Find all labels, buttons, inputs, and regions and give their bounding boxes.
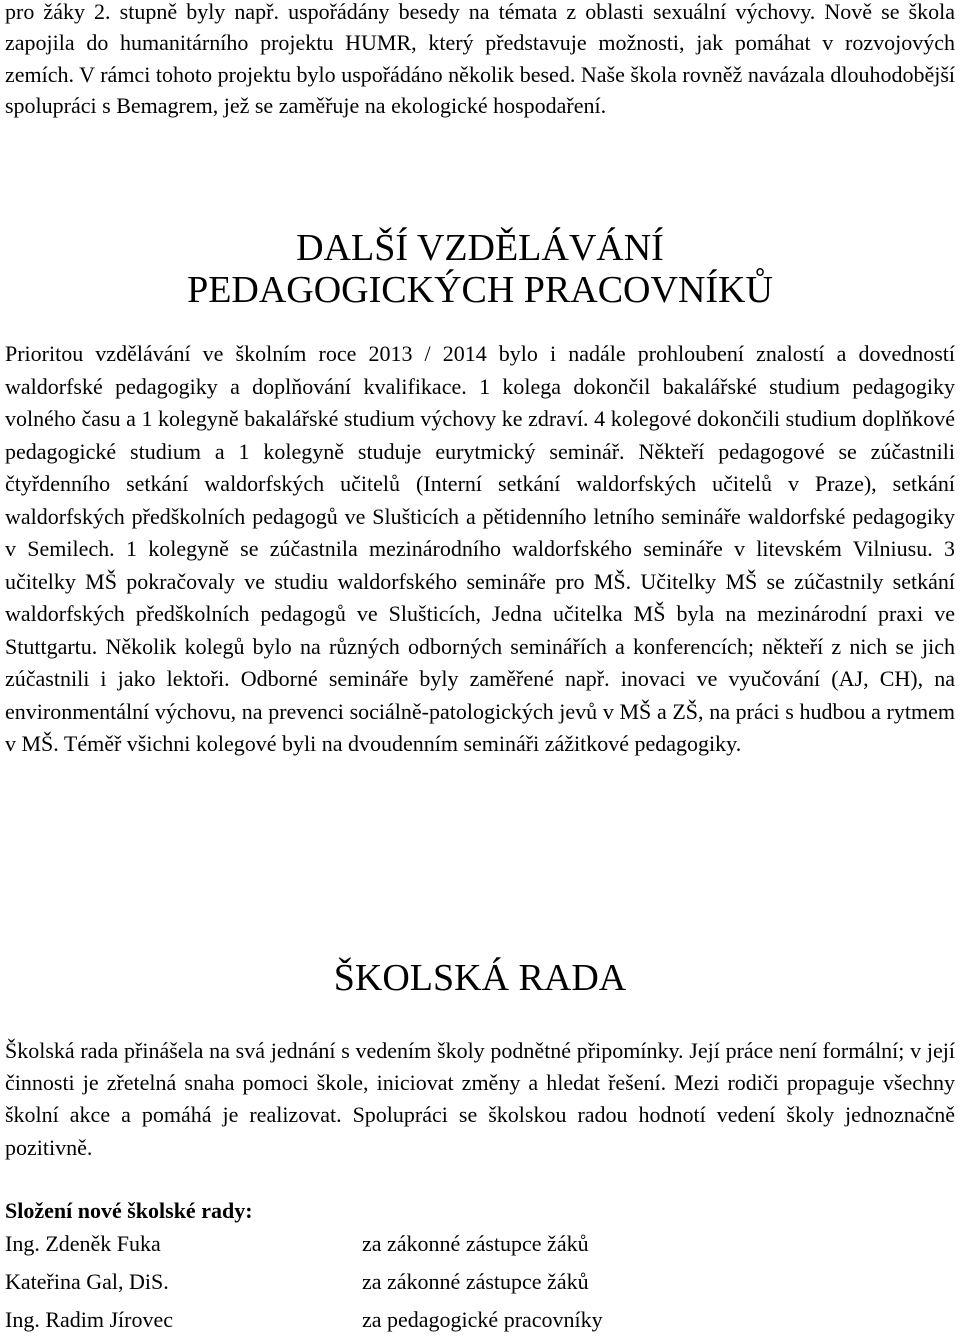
member-name: Ing. Zdeněk Fuka	[5, 1231, 161, 1256]
board-member-row	[5, 1229, 955, 1267]
education-heading-line1: DALŠÍ VZDĚLÁVÁNÍ	[296, 227, 664, 269]
board-member-row	[5, 1267, 955, 1305]
member-name: Ing. Radim Jírovec	[5, 1307, 174, 1332]
member-role: za zákonné zástupce žáků	[362, 1231, 589, 1256]
member-role: za pedagogické pracovníky	[362, 1307, 603, 1332]
board-members-list	[5, 1229, 955, 1343]
board-member-row	[5, 1305, 955, 1343]
board-composition-heading: Složení nové školské rady:	[5, 1198, 253, 1223]
member-role: za zákonné zástupce žáků	[362, 1269, 589, 1294]
school-board-paragraph: Školská rada přinášela na svá jednání s vedením školy podnětné připomínky. Její práce není formální; v její činnosti je zřetelná snaha pomoci škole, iniciovat změny a hledat řešení. Mezi rodiči propaguje všechny školní akce a pomáhá je realizovat. Spolupráci se školskou radou hodnotí vedení školy jednoznačně pozitivně.	[5, 1038, 955, 1160]
education-paragraph: Prioritou vzdělávání ve školním roce 2013 / 2014 bylo i nadále prohloubení znalostí a dovedností waldorfské pedagogiky a doplňování kvalifikace. 1 kolega dokončil bakalářské studium pedagogiky volného času a 1 kolegyně bakalářské studium výchovy ke zdraví. 4 kolegové dokončili studium doplňkové pedagogické studium a 1 kolegyně studuje eurytmický seminář. Někteří pedagogové se zúčastnili čtyřdenního setkání waldorfských učitelů (Interní setkání waldorfských učitelů v Praze), setkání waldorfských předškolních pedagogů ve Slušticích a pětidenního letního semináře waldorfské pedagogiky v Semilech. 1 kolegyně se zúčastnila mezinárodního waldorfského semináře v litevském Vilniusu. 3 učitelky MŠ pokračovaly ve studiu waldorfského semináře pro MŠ. Učitelky MŠ se zúčastnily setkání waldorfských předškolních pedagogů ve Slušticích, Jedna učitelka MŠ byla na mezinárodní praxi ve Stuttgartu. Několik kolegů bylo na různých odborných seminářích a konferencích; někteří z nich se jich zúčastnili i jako lektoři. Odborné semináře byly zaměřené např. inovaci ve vyučování (AJ, CH), na environmentální výchovu, na prevenci sociálně-patologických jevů v MŠ a ZŠ, na práci s hudbou a rytmem v MŠ. Téměř všichni kolegové byli na dvoudenním semináři zážitkové pedagogiky.	[5, 341, 955, 756]
school-board-heading: ŠKOLSKÁ RADA	[333, 957, 627, 999]
member-name: Kateřina Gal, DiS.	[5, 1269, 169, 1294]
education-heading-line2: PEDAGOGICKÝCH PRACOVNÍKŮ	[187, 269, 773, 311]
intro-paragraph: pro žáky 2. stupně byly např. uspořádány besedy na témata z oblasti sexuální výchovy. Nově se škola zapojila do humanitárního projektu HUMR, který představuje možnosti, jak pomáhat v rozvojových zemích. V rámci tohoto projektu bylo uspořádáno několik besed. Naše škola rovněž navázala dlouhodobější spolupráci s Bemagrem, jež se zaměřuje na ekologické hospodaření.	[5, 0, 955, 119]
